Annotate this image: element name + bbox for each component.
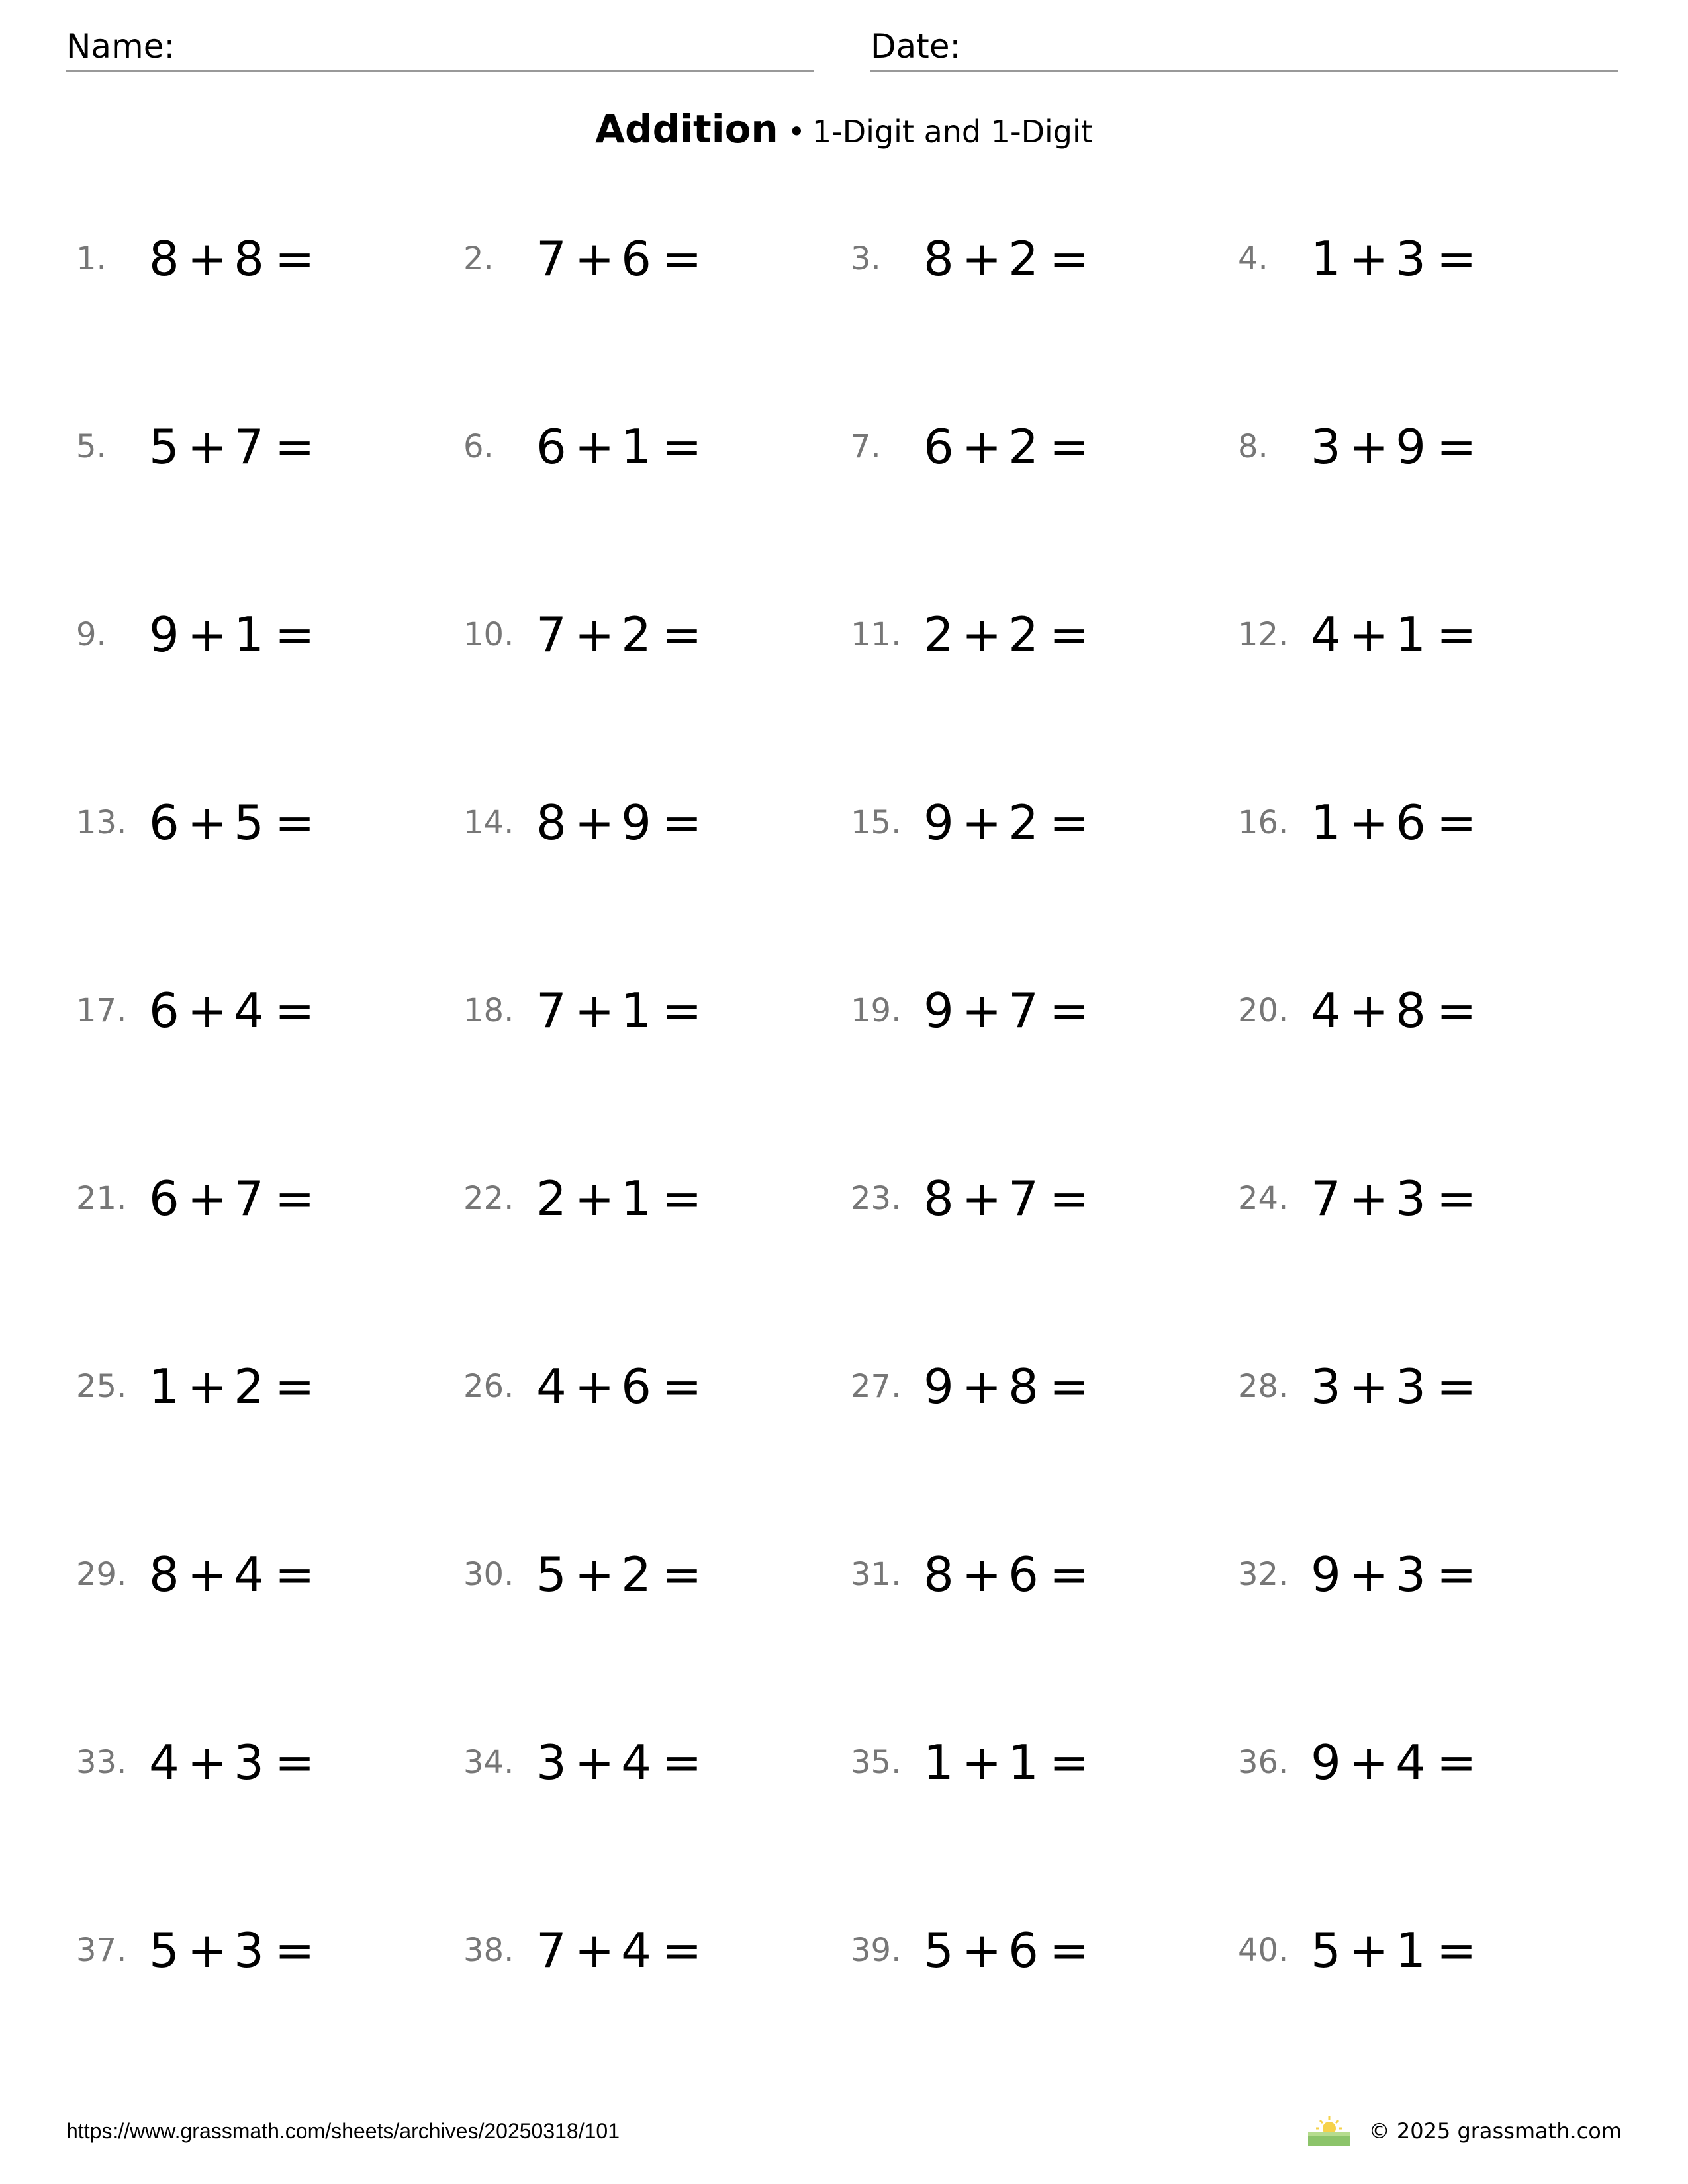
addend-1: 1 — [923, 1734, 955, 1790]
plus-sign: + — [574, 794, 616, 850]
problem-item — [1238, 980, 1609, 1040]
equals-sign: = — [661, 606, 704, 662]
addend-1: 6 — [536, 418, 568, 475]
addend-2: 5 — [234, 794, 265, 850]
addend-1: 4 — [149, 1734, 181, 1790]
problem-item — [1238, 792, 1609, 852]
title-subtitle: 1-Digit and 1-Digit — [812, 114, 1093, 150]
problem-number: 34. — [463, 1743, 514, 1781]
problem-expression — [1311, 1169, 1477, 1228]
equals-sign: = — [274, 606, 316, 662]
problem-item — [851, 1732, 1221, 1792]
problem-item — [1238, 1356, 1609, 1416]
problem-number: 25. — [76, 1367, 127, 1405]
problem-expression — [536, 1921, 703, 1980]
addend-2: 1 — [1395, 606, 1427, 662]
equals-sign: = — [1436, 230, 1478, 287]
problem-item — [76, 1168, 447, 1228]
problem-item — [1238, 1168, 1609, 1228]
plus-sign: + — [961, 230, 1004, 287]
problem-expression — [536, 605, 703, 664]
problem-item — [463, 792, 834, 852]
problem-item — [76, 416, 447, 476]
problem-item — [76, 228, 447, 288]
equals-sign: = — [1436, 606, 1478, 662]
problem-item — [1238, 1732, 1609, 1792]
problem-expression — [149, 981, 316, 1040]
problem-number: 22. — [463, 1179, 514, 1217]
problem-item — [851, 1920, 1221, 1979]
plus-sign: + — [187, 794, 229, 850]
problem-number: 10. — [463, 615, 514, 653]
addend-2: 6 — [1395, 794, 1427, 850]
problem-item — [76, 1732, 447, 1792]
equals-sign: = — [661, 1358, 704, 1414]
plus-sign: + — [187, 1546, 229, 1602]
problem-expression — [1311, 605, 1477, 664]
addend-2: 3 — [1395, 1546, 1427, 1602]
problem-number: 7. — [851, 428, 881, 465]
problem-item — [463, 980, 834, 1040]
plus-sign: + — [1348, 1546, 1391, 1602]
addend-1: 1 — [1311, 794, 1342, 850]
problem-number: 26. — [463, 1367, 514, 1405]
plus-sign: + — [187, 1922, 229, 1978]
addend-1: 6 — [149, 982, 181, 1038]
problem-expression — [923, 1169, 1090, 1228]
problem-item — [463, 228, 834, 288]
plus-sign: + — [961, 418, 1004, 475]
problem-item — [1238, 416, 1609, 476]
plus-sign: + — [187, 1170, 229, 1226]
problem-expression — [923, 605, 1090, 664]
addend-2: 4 — [234, 1546, 265, 1602]
problem-number: 38. — [463, 1931, 514, 1969]
plus-sign: + — [187, 230, 229, 287]
addend-2: 2 — [1008, 794, 1040, 850]
problem-item — [463, 1920, 834, 1979]
addend-2: 2 — [1008, 418, 1040, 475]
addend-2: 7 — [234, 418, 265, 475]
problem-item — [851, 980, 1221, 1040]
problem-expression — [149, 229, 316, 289]
problem-expression — [536, 793, 703, 852]
equals-sign: = — [1436, 1734, 1478, 1790]
problem-item — [1238, 228, 1609, 288]
equals-sign: = — [1049, 418, 1091, 475]
problem-item — [851, 1356, 1221, 1416]
problem-number: 40. — [1238, 1931, 1289, 1969]
addend-1: 5 — [536, 1546, 568, 1602]
problem-expression — [1311, 1733, 1477, 1792]
problem-number: 12. — [1238, 615, 1289, 653]
addend-2: 9 — [1395, 418, 1427, 475]
problem-number: 8. — [1238, 428, 1268, 465]
equals-sign: = — [1049, 230, 1091, 287]
equals-sign: = — [274, 1358, 316, 1414]
plus-sign: + — [187, 418, 229, 475]
addend-1: 5 — [149, 1922, 181, 1978]
addend-1: 9 — [149, 606, 181, 662]
problem-number: 15. — [851, 803, 902, 841]
problem-number: 19. — [851, 991, 902, 1029]
plus-sign: + — [574, 1358, 616, 1414]
date-field[interactable] — [870, 20, 1618, 72]
equals-sign: = — [1049, 1734, 1091, 1790]
problem-number: 35. — [851, 1743, 902, 1781]
equals-sign: = — [274, 1170, 316, 1226]
problem-number: 13. — [76, 803, 127, 841]
plus-sign: + — [961, 794, 1004, 850]
footer-copyright: © 2025 grassmath.com — [1368, 2118, 1622, 2144]
addend-2: 6 — [1008, 1546, 1040, 1602]
plus-sign: + — [961, 1358, 1004, 1414]
problem-item — [463, 1356, 834, 1416]
equals-sign: = — [1049, 606, 1091, 662]
plus-sign: + — [961, 1922, 1004, 1978]
addend-1: 8 — [149, 1546, 181, 1602]
problem-item — [76, 1544, 447, 1604]
plus-sign: + — [187, 606, 229, 662]
addend-2: 1 — [621, 418, 653, 475]
equals-sign: = — [661, 794, 704, 850]
title-main: Addition — [595, 107, 778, 152]
plus-sign: + — [187, 1358, 229, 1414]
problem-number: 32. — [1238, 1555, 1289, 1593]
addend-1: 3 — [1311, 1358, 1342, 1414]
grass-sun-logo-icon — [1305, 2115, 1353, 2147]
equals-sign: = — [1049, 982, 1091, 1038]
equals-sign: = — [274, 230, 316, 287]
addend-1: 6 — [149, 794, 181, 850]
problem-expression — [149, 1545, 316, 1604]
problem-item — [1238, 1544, 1609, 1604]
problem-number: 28. — [1238, 1367, 1289, 1405]
problem-expression — [923, 1545, 1090, 1604]
addend-2: 1 — [1008, 1734, 1040, 1790]
equals-sign: = — [1049, 1922, 1091, 1978]
equals-sign: = — [1436, 1358, 1478, 1414]
addend-1: 3 — [1311, 418, 1342, 475]
problem-expression — [1311, 1921, 1477, 1980]
problem-item — [76, 980, 447, 1040]
problem-expression — [923, 417, 1090, 477]
equals-sign: = — [661, 230, 704, 287]
addend-1: 1 — [149, 1358, 181, 1414]
problem-item — [463, 1544, 834, 1604]
addend-2: 1 — [1395, 1922, 1427, 1978]
problem-number: 36. — [1238, 1743, 1289, 1781]
problem-number: 21. — [76, 1179, 127, 1217]
problem-item — [76, 604, 447, 664]
addend-1: 8 — [149, 230, 181, 287]
plus-sign: + — [574, 418, 616, 475]
problem-expression — [923, 229, 1090, 289]
title-separator: • — [787, 114, 806, 150]
problem-item — [851, 604, 1221, 664]
problem-number: 4. — [1238, 240, 1268, 277]
addend-1: 8 — [536, 794, 568, 850]
addend-1: 5 — [1311, 1922, 1342, 1978]
addend-2: 2 — [1008, 606, 1040, 662]
problem-number: 16. — [1238, 803, 1289, 841]
problem-expression — [149, 1921, 316, 1980]
equals-sign: = — [1436, 418, 1478, 475]
addend-2: 8 — [234, 230, 265, 287]
problem-item — [851, 1544, 1221, 1604]
problem-number: 6. — [463, 428, 494, 465]
equals-sign: = — [1049, 1546, 1091, 1602]
problem-expression — [923, 1733, 1090, 1792]
addend-2: 4 — [621, 1922, 653, 1978]
addend-1: 8 — [923, 1546, 955, 1602]
addend-2: 6 — [621, 230, 653, 287]
worksheet-title — [0, 99, 1688, 161]
equals-sign: = — [661, 418, 704, 475]
problem-number: 11. — [851, 615, 902, 653]
addend-1: 4 — [1311, 606, 1342, 662]
problem-expression — [149, 793, 316, 852]
problem-expression — [923, 1357, 1090, 1416]
problem-number: 24. — [1238, 1179, 1289, 1217]
plus-sign: + — [1348, 1734, 1391, 1790]
plus-sign: + — [574, 230, 616, 287]
problem-expression — [536, 1733, 703, 1792]
name-field[interactable] — [66, 20, 814, 72]
problem-item — [1238, 604, 1609, 664]
problem-expression — [536, 1545, 703, 1604]
problem-item — [76, 1920, 447, 1979]
problem-expression — [536, 229, 703, 289]
addend-1: 6 — [149, 1170, 181, 1226]
addend-2: 1 — [621, 1170, 653, 1226]
problem-expression — [149, 417, 316, 477]
addend-2: 1 — [234, 606, 265, 662]
equals-sign: = — [274, 1546, 316, 1602]
problem-number: 29. — [76, 1555, 127, 1593]
equals-sign: = — [1049, 1358, 1091, 1414]
problem-number: 14. — [463, 803, 514, 841]
problem-expression — [923, 981, 1090, 1040]
problem-number: 30. — [463, 1555, 514, 1593]
problem-number: 27. — [851, 1367, 902, 1405]
problem-expression — [1311, 1545, 1477, 1604]
problem-expression — [149, 1733, 316, 1792]
addend-2: 3 — [234, 1734, 265, 1790]
problem-expression — [149, 1169, 316, 1228]
plus-sign: + — [1348, 1170, 1391, 1226]
problem-item — [851, 228, 1221, 288]
plus-sign: + — [574, 606, 616, 662]
problem-number: 37. — [76, 1931, 127, 1969]
addend-1: 9 — [1311, 1734, 1342, 1790]
equals-sign: = — [1436, 794, 1478, 850]
addend-2: 7 — [1008, 982, 1040, 1038]
plus-sign: + — [574, 1546, 616, 1602]
problem-expression — [1311, 417, 1477, 477]
equals-sign: = — [1049, 794, 1091, 850]
problem-item — [463, 604, 834, 664]
addend-2: 6 — [621, 1358, 653, 1414]
addend-1: 5 — [923, 1922, 955, 1978]
addend-1: 4 — [1311, 982, 1342, 1038]
problem-item — [463, 416, 834, 476]
plus-sign: + — [187, 982, 229, 1038]
plus-sign: + — [1348, 230, 1391, 287]
addend-2: 8 — [1395, 982, 1427, 1038]
equals-sign: = — [1436, 982, 1478, 1038]
addend-1: 1 — [1311, 230, 1342, 287]
plus-sign: + — [961, 1734, 1004, 1790]
addend-2: 4 — [1395, 1734, 1427, 1790]
problem-expression — [923, 793, 1090, 852]
plus-sign: + — [1348, 982, 1391, 1038]
addend-2: 4 — [234, 982, 265, 1038]
equals-sign: = — [1436, 1922, 1478, 1978]
addend-2: 3 — [234, 1922, 265, 1978]
addend-2: 9 — [621, 794, 653, 850]
problem-number: 23. — [851, 1179, 902, 1217]
equals-sign: = — [661, 982, 704, 1038]
addend-1: 8 — [923, 1170, 955, 1226]
problem-number: 31. — [851, 1555, 902, 1593]
addend-1: 3 — [536, 1734, 568, 1790]
name-label: Name: — [66, 27, 175, 66]
problem-number: 9. — [76, 615, 107, 653]
plus-sign: + — [1348, 1922, 1391, 1978]
addend-2: 3 — [1395, 1170, 1427, 1226]
addend-1: 6 — [923, 418, 955, 475]
equals-sign: = — [1436, 1546, 1478, 1602]
equals-sign: = — [274, 418, 316, 475]
equals-sign: = — [274, 1734, 316, 1790]
problem-item — [851, 792, 1221, 852]
addend-1: 9 — [923, 794, 955, 850]
problem-number: 18. — [463, 991, 514, 1029]
problem-expression — [1311, 1357, 1477, 1416]
addend-1: 7 — [536, 230, 568, 287]
addend-2: 2 — [1008, 230, 1040, 287]
plus-sign: + — [961, 1170, 1004, 1226]
problem-expression — [1311, 793, 1477, 852]
problem-number: 20. — [1238, 991, 1289, 1029]
problem-number: 33. — [76, 1743, 127, 1781]
plus-sign: + — [961, 1546, 1004, 1602]
equals-sign: = — [661, 1734, 704, 1790]
problem-expression — [149, 1357, 316, 1416]
addend-2: 2 — [621, 1546, 653, 1602]
addend-1: 9 — [1311, 1546, 1342, 1602]
plus-sign: + — [574, 1922, 616, 1978]
plus-sign: + — [574, 982, 616, 1038]
problem-grid — [0, 228, 1688, 2121]
problem-expression — [536, 1357, 703, 1416]
problem-number: 17. — [76, 991, 127, 1029]
problem-expression — [536, 1169, 703, 1228]
problem-item — [76, 792, 447, 852]
problem-number: 39. — [851, 1931, 902, 1969]
problem-item — [76, 1356, 447, 1416]
problem-expression — [1311, 981, 1477, 1040]
problem-expression — [149, 605, 316, 664]
equals-sign: = — [1049, 1170, 1091, 1226]
equals-sign: = — [661, 1546, 704, 1602]
equals-sign: = — [661, 1922, 704, 1978]
addend-2: 4 — [621, 1734, 653, 1790]
problem-expression — [1311, 229, 1477, 289]
plus-sign: + — [961, 606, 1004, 662]
problem-expression — [923, 1921, 1090, 1980]
addend-2: 7 — [234, 1170, 265, 1226]
addend-2: 8 — [1008, 1358, 1040, 1414]
addend-1: 7 — [1311, 1170, 1342, 1226]
addend-2: 7 — [1008, 1170, 1040, 1226]
plus-sign: + — [187, 1734, 229, 1790]
problem-expression — [536, 981, 703, 1040]
problem-number: 2. — [463, 240, 494, 277]
problem-item — [851, 1168, 1221, 1228]
problem-item — [851, 416, 1221, 476]
equals-sign: = — [1436, 1170, 1478, 1226]
equals-sign: = — [274, 982, 316, 1038]
problem-number: 3. — [851, 240, 881, 277]
addend-2: 1 — [621, 982, 653, 1038]
addend-1: 7 — [536, 982, 568, 1038]
addend-1: 9 — [923, 982, 955, 1038]
problem-expression — [536, 417, 703, 477]
addend-1: 8 — [923, 230, 955, 287]
addend-2: 2 — [621, 606, 653, 662]
plus-sign: + — [1348, 418, 1391, 475]
addend-1: 9 — [923, 1358, 955, 1414]
plus-sign: + — [574, 1734, 616, 1790]
addend-1: 5 — [149, 418, 181, 475]
addend-1: 4 — [536, 1358, 568, 1414]
problem-item — [1238, 1920, 1609, 1979]
addend-1: 7 — [536, 606, 568, 662]
addend-1: 2 — [536, 1170, 568, 1226]
problem-item — [463, 1732, 834, 1792]
equals-sign: = — [661, 1170, 704, 1226]
problem-number: 1. — [76, 240, 107, 277]
plus-sign: + — [574, 1170, 616, 1226]
problem-item — [463, 1168, 834, 1228]
addend-2: 6 — [1008, 1922, 1040, 1978]
equals-sign: = — [274, 1922, 316, 1978]
addend-2: 3 — [1395, 230, 1427, 287]
addend-1: 7 — [536, 1922, 568, 1978]
plus-sign: + — [961, 982, 1004, 1038]
footer-url[interactable]: https://www.grassmath.com/sheets/archives/20250318/101 — [66, 2119, 620, 2143]
plus-sign: + — [1348, 794, 1391, 850]
addend-2: 2 — [234, 1358, 265, 1414]
plus-sign: + — [1348, 606, 1391, 662]
plus-sign: + — [1348, 1358, 1391, 1414]
problem-number: 5. — [76, 428, 107, 465]
addend-1: 2 — [923, 606, 955, 662]
date-label: Date: — [870, 27, 961, 66]
footer-brand — [1305, 2113, 1622, 2150]
equals-sign: = — [274, 794, 316, 850]
addend-2: 3 — [1395, 1358, 1427, 1414]
